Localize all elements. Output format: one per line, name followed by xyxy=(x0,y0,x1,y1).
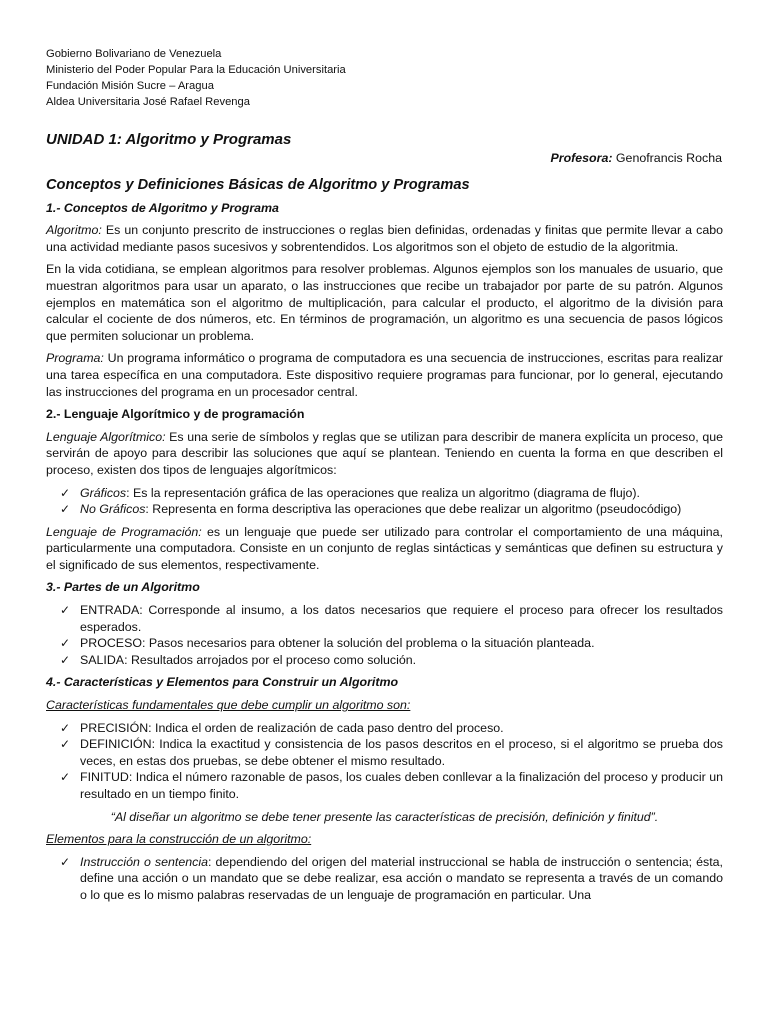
section-4-heading: 4.- Características y Elementos para Construir un Algoritmo xyxy=(46,675,399,690)
list-item: ✓ SALIDA: Resultados arrojados por el proceso como solución. xyxy=(80,652,723,669)
paragraph-vida-cotidiana: En la vida cotidiana, se emplean algoritmos para resolver problemas. Algunos ejemplos son los manuales de usuario, que muestran algoritmos para usar un aparato, o las instrucciones que recibe un trabajador por parte de su patrón. Algunos ejemplos en matemática son el algoritmo de multiplicación, para calcular el producto, el algoritmo de la división para calcular el cociente de dos números, etc. En términos de programación, un algoritmo es una secuencia de pasos lógicos que permiten solucionar un problema. xyxy=(46,262,723,343)
list-item: ✓ PRECISIÓN: Indica el orden de realización de cada paso dentro del proceso. xyxy=(80,720,723,737)
professor-line xyxy=(550,151,722,165)
document-body xyxy=(46,177,723,910)
list-item: ✓ Instrucción o sentencia: dependiendo del origen del material instruccional se habla de instrucción o sentencia; ésta, define una acción o un mandato que se debe realizar, esa acción o mandato se representa a través de un comando o lo que es lo mismo palabras reservadas de un lenguaje de programación en particular. Una xyxy=(80,854,723,904)
header-line: Gobierno Bolivariano de Venezuela xyxy=(46,48,222,60)
list-item: ✓ FINITUD: Indica el número razonable de pasos, los cuales deben conllevar a la finalización del proceso y producir un resultado en un tiempo finito. xyxy=(80,769,723,802)
checklist xyxy=(46,720,723,803)
institution-header xyxy=(46,46,346,110)
paragraph-lenguaje-programacion: Lenguaje de Programación: es un lenguaje que puede ser utilizado para controlar el comportamiento de una máquina, particularmente una computadora. Consiste en un conjunto de reglas sintácticas y semánticas que definen su estructura y el significado de sus elementos, respectivamente. xyxy=(46,524,723,572)
list-item: ✓ ENTRADA: Corresponde al insumo, a los datos necesarios que requiere el proceso para ofrecer los resultados esperados. xyxy=(80,602,723,635)
term: Programa: xyxy=(46,351,104,366)
paragraph-programa: Programa: Un programa informático o programa de computadora es una secuencia de instrucciones, escritas para realizar una tarea específica en una computadora. Este dispositivo requiere programas para funcionar, por lo general, ejecutando las instrucciones del programa en un procesador central. xyxy=(46,351,723,399)
professor-name: Genofrancis Rocha xyxy=(615,151,722,165)
main-title: Conceptos y Definiciones Básicas de Algoritmo y Programas xyxy=(46,177,470,193)
checklist xyxy=(46,485,723,518)
term: Lenguaje de Programación: xyxy=(46,524,202,539)
header-line: Fundación Misión Sucre – Aragua xyxy=(46,80,214,92)
list-item: ✓ No Gráficos: Representa en forma descriptiva las operaciones que debe realizar un algoritmo (pseudocódigo) xyxy=(80,501,723,518)
checklist xyxy=(46,602,723,668)
header-line: Aldea Universitaria José Rafael Revenga xyxy=(46,96,250,108)
list-item: ✓ PROCESO: Pasos necesarios para obtener la solución del problema o la situación planteada. xyxy=(80,635,723,652)
term: Algoritmo: xyxy=(46,223,102,238)
section-3-heading: 3.- Partes de un Algoritmo xyxy=(46,580,200,595)
header-line: Ministerio del Poder Popular Para la Educación Universitaria xyxy=(46,64,346,76)
checklist xyxy=(46,854,723,904)
paragraph-algoritmo: Algoritmo: Es un conjunto prescrito de instrucciones o reglas bien definidas, ordenadas y finitas que permite llevar a cabo una actividad mediante pasos sucesivos y sobrentendidos. Los algoritmos son el objeto de estudio de la algoritmia. xyxy=(46,223,723,254)
professor-label: Profesora: xyxy=(550,151,613,165)
subheading-caracteristicas: Características fundamentales que debe cumplir un algoritmo son: xyxy=(46,698,411,713)
list-item: ✓ DEFINICIÓN: Indica la exactitud y consistencia de los pasos descritos en el proceso, si el algoritmo se prueba dos veces, en estas dos pruebas, se debe obtener el mismo resultado. xyxy=(80,736,723,769)
section-2-heading: 2.- Lenguaje Algorítmico y de programación xyxy=(46,407,305,422)
unit-title: UNIDAD 1: Algoritmo y Programas xyxy=(46,131,292,148)
list-item: ✓ Gráficos: Es la representación gráfica de las operaciones que realiza un algoritmo (diagrama de flujo). xyxy=(80,485,723,502)
quote: “Al diseñar un algoritmo se debe tener presente las características de precisión, definición y finitud”. xyxy=(110,809,659,824)
term: Lenguaje Algorítmico: xyxy=(46,429,166,444)
section-1-heading: 1.- Conceptos de Algoritmo y Programa xyxy=(46,200,279,215)
subheading-elementos: Elementos para la construcción de un algoritmo: xyxy=(46,832,312,847)
paragraph-lenguaje-algoritmico: Lenguaje Algorítmico: Es una serie de símbolos y reglas que se utilizan para describir de manera explícita un proceso, que servirán de apoyo para describir las soluciones que aquí se plantean. Teniendo en cuenta la forma en que describen el proceso, existen dos tipos de lenguajes algorítmicos: xyxy=(46,429,723,477)
